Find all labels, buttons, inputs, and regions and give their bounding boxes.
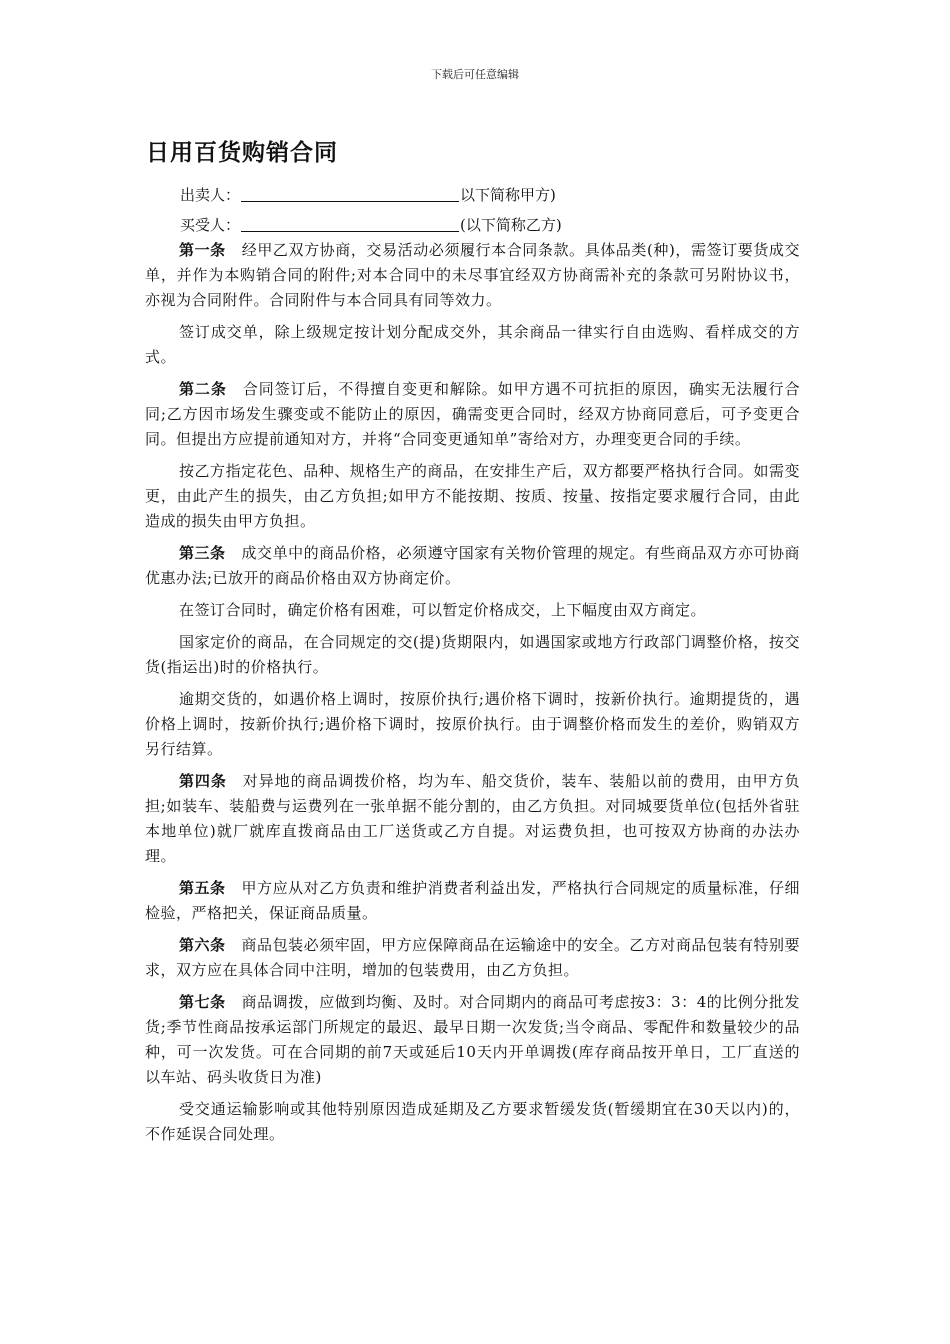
- contract-paragraph: [145, 990, 800, 1090]
- paragraph-text: 按乙方指定花色、品种、规格生产的商品，在安排生产后，双方都要严格执行合同。如需变更，由此产生的损失，由乙方负担;如甲方不能按期、按质、按量、按指定要求履行合同，由此造成的损失由甲方负担。: [145, 462, 800, 530]
- paragraph-text: 签订成交单，除上级规定按计划分配成交外，其余商品一律实行自由选购、看样成交的方式。: [145, 323, 800, 366]
- contract-paragraph: [145, 630, 800, 680]
- seller-label: 出卖人：: [180, 186, 241, 204]
- paragraph-text: 成交单中的商品价格，必须遵守国家有关物价管理的规定。有些商品双方亦可协商优惠办法;已放开的商品价格由双方协商定价。: [145, 544, 800, 587]
- contract-paragraph: [145, 876, 800, 926]
- seller-line: [180, 184, 556, 205]
- header-note: 下载后可任意编辑: [431, 68, 519, 81]
- paragraph-text: 商品包装必须牢固，甲方应保障商品在运输途中的安全。乙方对商品包装有特别要求，双方应在具体合同中注明，增加的包装费用，由乙方负担。: [145, 936, 800, 979]
- paragraph-text: 对异地的商品调拨价格，均为车、船交货价，装车、装船以前的费用，由甲方负担;如装车、装船费与运费列在一张单据不能分割的，由乙方负担。对同城要货单位(包括外省驻本地单位)就厂就库直拨商品由工厂送货或乙方自提。对运费负担，也可按双方协商的办法办理。: [145, 772, 800, 865]
- buyer-line: [180, 214, 562, 235]
- contract-paragraph: [145, 769, 800, 869]
- paragraph-text: 在签订合同时，确定价格有困难，可以暂定价格成交，上下幅度由双方商定。: [179, 601, 707, 619]
- contract-paragraph: [145, 541, 800, 591]
- seller-suffix: 以下简称甲方): [460, 186, 556, 204]
- contract-paragraph: [145, 598, 800, 623]
- buyer-label: 买受人：: [180, 216, 241, 234]
- document-title: 日用百货购销合同: [146, 140, 338, 166]
- paragraph-text: 国家定价的商品，在合同规定的交(提)货期限内，如遇国家或地方行政部门调整价格，按交货(指运出)时的价格执行。: [145, 633, 800, 676]
- article-number: 第三条: [179, 544, 226, 562]
- contract-paragraph: [145, 459, 800, 534]
- article-number: 第六条: [179, 936, 226, 954]
- article-number: 第七条: [179, 993, 226, 1011]
- contract-paragraph: [145, 687, 800, 762]
- article-number: 第四条: [179, 772, 227, 790]
- paragraph-text: 商品调拨，应做到均衡、及时。对合同期内的商品可考虑按3：3：4的比例分批发货;季节性商品按承运部门所规定的最迟、最早日期一次发货;当令商品、零配件和数量较少的品种，可一次发货。可在合同期的前7天或延后10天内开单调拨(库存商品按开单日，工厂直送的以车站、码头收货日为准): [145, 993, 800, 1086]
- contract-paragraph: [145, 1097, 800, 1147]
- seller-blank[interactable]: [241, 186, 459, 202]
- article-number: 第二条: [179, 380, 227, 398]
- article-number: 第五条: [179, 879, 226, 897]
- paragraph-text: 合同签订后，不得擅自变更和解除。如甲方遇不可抗拒的原因，确实无法履行合同;乙方因市场发生骤变或不能防止的原因，确需变更合同时，经双方协商同意后，可予变更合同。但提出方应提前通知对方，并将“合同变更通知单”寄给对方，办理变更合同的手续。: [145, 380, 800, 448]
- contract-paragraph: [145, 933, 800, 983]
- article-number: 第一条: [179, 241, 226, 259]
- paragraph-text: 甲方应从对乙方负责和维护消费者利益出发，严格执行合同规定的质量标准，仔细检验，严格把关，保证商品质量。: [145, 879, 800, 922]
- buyer-suffix: (以下简称乙方): [460, 216, 562, 234]
- contract-body: [145, 238, 800, 1154]
- paragraph-text: 受交通运输影响或其他特别原因造成延期及乙方要求暂缓发货(暂缓期宜在30天以内)的，不作延误合同处理。: [145, 1100, 800, 1143]
- contract-paragraph: [145, 238, 800, 313]
- paragraph-text: 经甲乙双方协商，交易活动必须履行本合同条款。具体品类(种)，需签订要货成交单，并作为本购销合同的附件;对本合同中的未尽事宜经双方协商需补充的条款可另附协议书，亦视为合同附件。合同附件与本合同具有同等效力。: [145, 241, 800, 309]
- contract-paragraph: [145, 377, 800, 452]
- paragraph-text: 逾期交货的，如遇价格上调时，按原价执行;遇价格下调时，按新价执行。逾期提货的，遇价格上调时，按新价执行;遇价格下调时，按原价执行。由于调整价格而发生的差价，购销双方另行结算。: [145, 690, 800, 758]
- buyer-blank[interactable]: [241, 216, 459, 232]
- contract-paragraph: [145, 320, 800, 370]
